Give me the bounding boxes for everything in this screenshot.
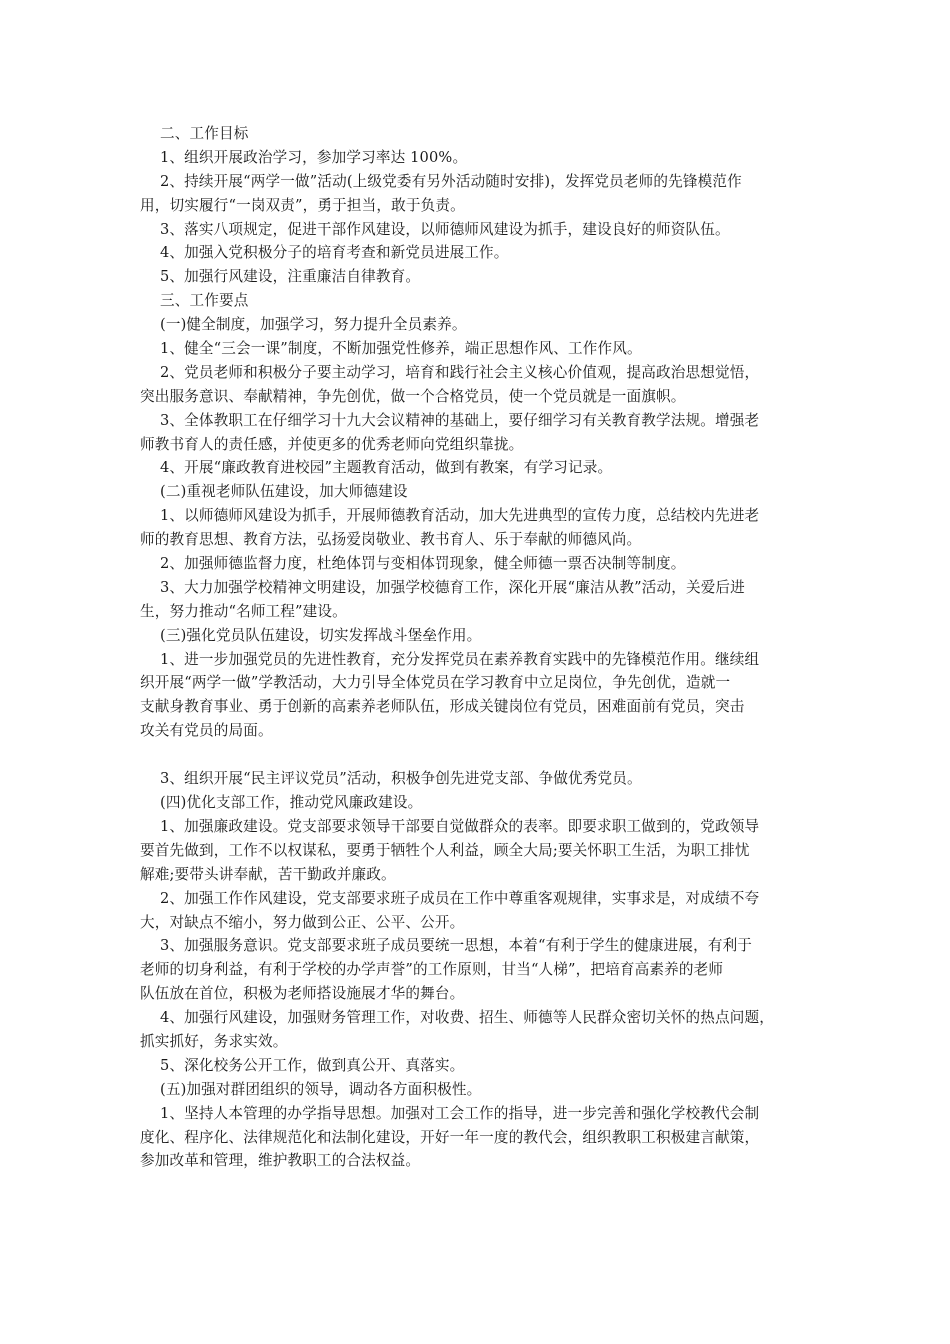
- paragraph-line: 生，努力推动“名师工程”建设。: [140, 602, 347, 620]
- paragraph-line: 4、加强行风建设，加强财务管理工作，对收费、招生、师德等人民群众密切关怀的热点问题，: [160, 1009, 774, 1027]
- paragraph-line: 师教书育人的责任感，并使更多的优秀老师向党组织靠拢。: [140, 435, 524, 453]
- paragraph-line: 用，切实履行“一岗双责”，勇于担当，敢于负责。: [140, 196, 465, 214]
- paragraph-line: 突出服务意识、奉献精神，争先创优，做一个合格党员，使一个党员就是一面旗帜。: [140, 387, 686, 405]
- paragraph-line: 老师的切身利益，有利于学校的办学声誉”的工作原则，甘当“人梯”，把培育高素养的老师: [140, 961, 724, 979]
- paragraph-line: 4、开展“廉政教育进校园”主题教育活动，做到有教案，有学习记录。: [160, 459, 613, 477]
- paragraph-line: 3、全体教职工在仔细学习十九大会议精神的基础上，要仔细学习有关教育教学法规。增强老: [160, 411, 760, 429]
- paragraph-line: 5、加强行风建设，注重廉洁自律教育。: [160, 268, 421, 286]
- document-page: [140, 122, 810, 1173]
- paragraph-line: 三、工作要点: [160, 292, 249, 310]
- paragraph-line: 抓实抓好，务求实效。: [140, 1032, 288, 1050]
- paragraph-line: 支献身教育事业、勇于创新的高素养老师队伍，形成关键岗位有党员，困难面前有党员，突击: [140, 698, 745, 716]
- paragraph-line: 织开展“两学一做”学教活动，大力引导全体党员在学习教育中立足岗位，争先创优，造就一: [140, 674, 731, 692]
- blank-line: [140, 743, 810, 767]
- paragraph-line: 1、以师德师风建设为抓手，开展师德教育活动，加大先进典型的宣传力度，总结校内先进老: [160, 507, 760, 525]
- paragraph-line: 3、加强服务意识。党支部要求班子成员要统一思想，本着“有利于学生的健康进展，有利于: [160, 937, 753, 955]
- paragraph-line: 5、深化校务公开工作，做到真公开、真落实。: [160, 1056, 465, 1074]
- paragraph-line: 队伍放在首位，积极为老师搭设施展才华的舞台。: [140, 985, 465, 1003]
- paragraph-line: 1、坚持人本管理的办学指导思想。加强对工会工作的指导，进一步完善和强化学校教代会制: [160, 1104, 760, 1122]
- paragraph-line: 参加改革和管理，维护教职工的合法权益。: [140, 1152, 421, 1170]
- paragraph-line: (五)加强对群团组织的领导，调动各方面积极性。: [160, 1080, 482, 1098]
- paragraph-line: (二)重视老师队伍建设，加大师德建设: [160, 483, 408, 501]
- paragraph-line: 4、加强入党积极分子的培育考查和新党员进展工作。: [160, 244, 509, 262]
- paragraph-line: 师的教育思想、教育方法，弘扬爱岗敬业、教书育人、乐于奉献的师德风尚。: [140, 531, 642, 549]
- paragraph-line: 3、大力加强学校精神文明建设，加强学校德育工作，深化开展“廉洁从教”活动，关爱后进: [160, 578, 745, 596]
- paragraph-line: 要首先做到，工作不以权谋私，要勇于牺牲个人利益，顾全大局;要关怀职工生活，为职工排忧: [140, 841, 750, 859]
- paragraph-line: 1、组织开展政治学习，参加学习率达 100%。: [160, 148, 468, 166]
- paragraph-line: 3、组织开展“民主评议党员”活动，积极争创先进党支部、争做优秀党员。: [160, 770, 642, 788]
- paragraph-line: 解难;要带头讲奉献，苦干勤政并廉政。: [140, 865, 396, 883]
- paragraph-line: 3、落实八项规定，促进干部作风建设，以师德师风建设为抓手，建设良好的师资队伍。: [160, 220, 730, 238]
- paragraph-line: 攻关有党员的局面。: [140, 722, 273, 740]
- paragraph-line: 2、加强师德监督力度，杜绝体罚与变相体罚现象，健全师德一票否决制等制度。: [160, 555, 686, 573]
- paragraph-line: 2、加强工作作风建设，党支部要求班子成员在工作中尊重客观规律，实事求是，对成绩不夸: [160, 889, 760, 907]
- paragraph-line: 2、党员老师和积极分子要主动学习，培育和践行社会主义核心价值观，提高政治思想觉悟，: [160, 363, 760, 381]
- paragraph-line: 1、加强廉政建设。党支部要求领导干部要自觉做群众的表率。即要求职工做到的，党政领导: [160, 817, 760, 835]
- paragraph-line: (一)健全制度，加强学习，努力提升全员素养。: [160, 316, 467, 334]
- paragraph-line: 1、进一步加强党员的先进性教育，充分发挥党员在素养教育实践中的先锋模范作用。继续组: [160, 650, 760, 668]
- paragraph-line: 大，对缺点不缩小，努力做到公正、公平、公开。: [140, 913, 465, 931]
- paragraph-line: 1、健全“三会一课”制度，不断加强党性修养，端正思想作风、工作作风。: [160, 340, 642, 358]
- paragraph-line: 2、持续开展“两学一做”活动(上级党委有另外活动随时安排)，发挥党员老师的先锋模范作: [160, 172, 742, 190]
- paragraph-line: (四)优化支部工作，推动党风廉政建设。: [160, 794, 423, 812]
- paragraph-line: 二、工作目标: [160, 125, 249, 142]
- paragraph-line: (三)强化党员队伍建设，切实发挥战斗堡垒作用。: [160, 626, 482, 644]
- paragraph-line: 度化、程序化、法律规范化和法制化建设，开好一年一度的教代会，组织教职工积极建言献策，: [140, 1128, 760, 1146]
